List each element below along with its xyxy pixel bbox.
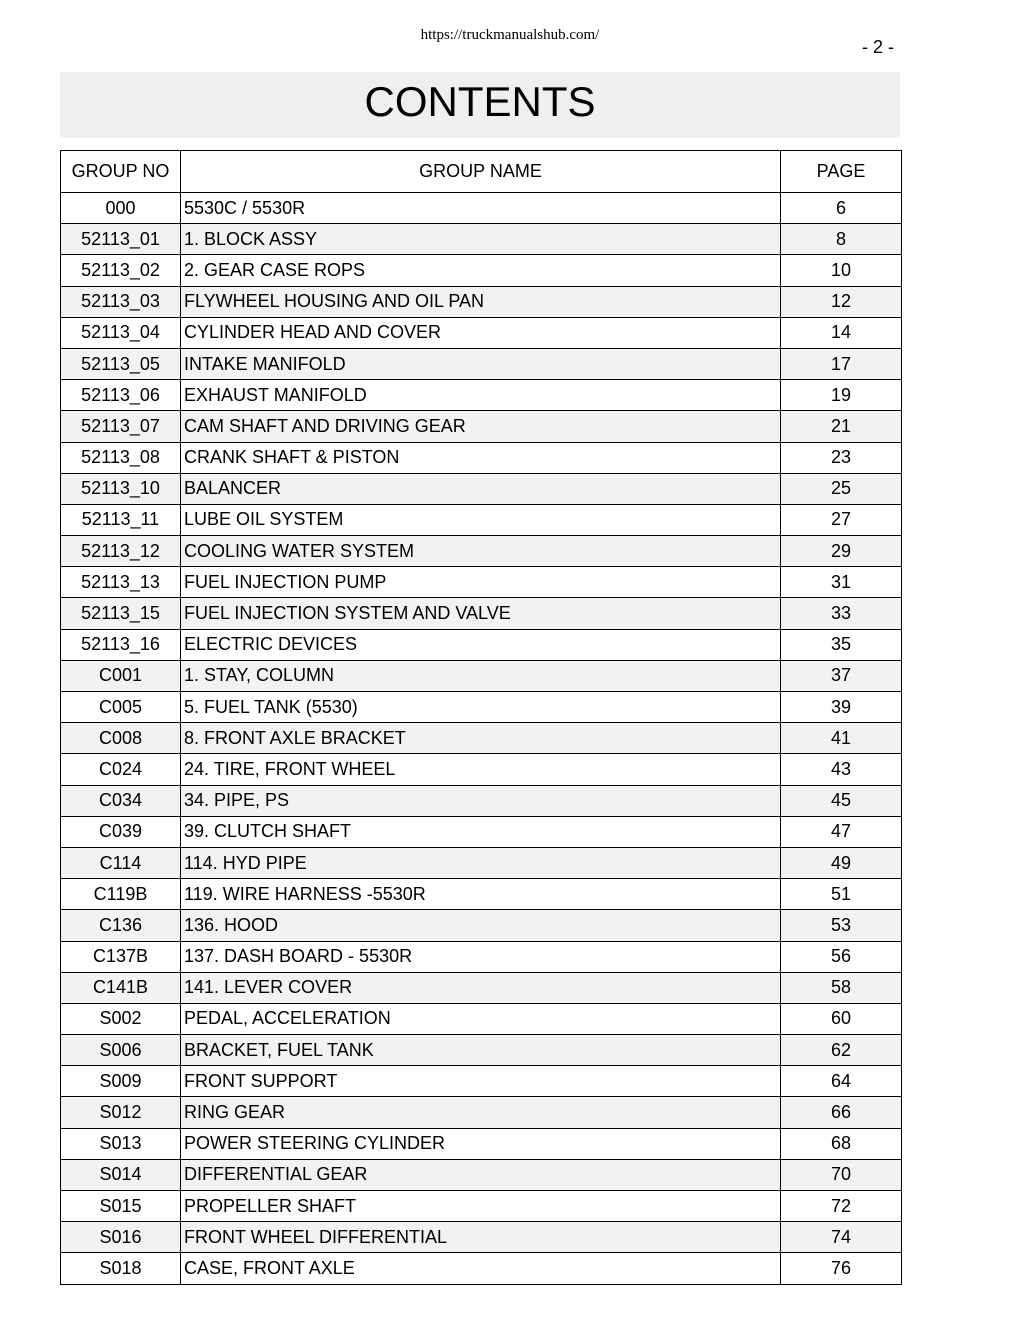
group-name-cell: PROPELLER SHAFT [181, 1191, 781, 1222]
group-no-cell: 52113_11 [61, 504, 181, 535]
group-name-cell: CRANK SHAFT & PISTON [181, 442, 781, 473]
page-cell: 68 [781, 1128, 902, 1159]
group-no-cell: S016 [61, 1222, 181, 1253]
table-row [61, 193, 902, 224]
group-no-cell: C119B [61, 879, 181, 910]
group-name-cell: RING GEAR [181, 1097, 781, 1128]
table-header-row [61, 151, 902, 193]
group-name-cell: 136. HOOD [181, 910, 781, 941]
table-row [61, 317, 902, 348]
page-cell: 31 [781, 567, 902, 598]
page-cell: 37 [781, 660, 902, 691]
group-no-cell: 52113_13 [61, 567, 181, 598]
group-name-cell: INTAKE MANIFOLD [181, 348, 781, 379]
page-cell: 70 [781, 1159, 902, 1190]
group-name-cell: 39. CLUTCH SHAFT [181, 816, 781, 847]
page-cell: 29 [781, 536, 902, 567]
group-no-cell: 52113_16 [61, 629, 181, 660]
group-no-cell: 52113_12 [61, 536, 181, 567]
table-row [61, 629, 902, 660]
page-cell: 74 [781, 1222, 902, 1253]
group-no-cell: S015 [61, 1191, 181, 1222]
page-cell: 21 [781, 411, 902, 442]
group-name-cell: 24. TIRE, FRONT WHEEL [181, 754, 781, 785]
group-name-cell: ELECTRIC DEVICES [181, 629, 781, 660]
group-name-cell: 2. GEAR CASE ROPS [181, 255, 781, 286]
page-cell: 72 [781, 1191, 902, 1222]
group-no-cell: 52113_03 [61, 286, 181, 317]
page-cell: 62 [781, 1035, 902, 1066]
table-row [61, 692, 902, 723]
group-no-cell: C034 [61, 785, 181, 816]
column-header-group-name: GROUP NAME [181, 151, 781, 193]
group-name-cell: FRONT SUPPORT [181, 1066, 781, 1097]
group-name-cell: 5530C / 5530R [181, 193, 781, 224]
table-row [61, 754, 902, 785]
page-cell: 60 [781, 1003, 902, 1034]
table-row [61, 910, 902, 941]
page-cell: 43 [781, 754, 902, 785]
group-name-cell: POWER STEERING CYLINDER [181, 1128, 781, 1159]
page-cell: 47 [781, 816, 902, 847]
page-cell: 66 [781, 1097, 902, 1128]
table-row [61, 348, 902, 379]
page-cell: 49 [781, 847, 902, 878]
table-row [61, 224, 902, 255]
page-cell: 17 [781, 348, 902, 379]
group-name-cell: FRONT WHEEL DIFFERENTIAL [181, 1222, 781, 1253]
group-no-cell: C136 [61, 910, 181, 941]
group-no-cell: S002 [61, 1003, 181, 1034]
page-cell: 64 [781, 1066, 902, 1097]
table-row [61, 785, 902, 816]
group-name-cell: 8. FRONT AXLE BRACKET [181, 723, 781, 754]
group-name-cell: 137. DASH BOARD - 5530R [181, 941, 781, 972]
group-name-cell: CAM SHAFT AND DRIVING GEAR [181, 411, 781, 442]
page-number: - 2 - [862, 37, 895, 57]
table-row [61, 1253, 902, 1284]
group-name-cell: 119. WIRE HARNESS -5530R [181, 879, 781, 910]
group-name-cell: PEDAL, ACCELERATION [181, 1003, 781, 1034]
group-name-cell: 34. PIPE, PS [181, 785, 781, 816]
group-no-cell: 52113_01 [61, 224, 181, 255]
group-name-cell: CASE, FRONT AXLE [181, 1253, 781, 1284]
page-cell: 41 [781, 723, 902, 754]
page-cell: 12 [781, 286, 902, 317]
group-no-cell: S006 [61, 1035, 181, 1066]
column-header-page: PAGE [781, 151, 902, 193]
page-cell: 14 [781, 317, 902, 348]
table-row [61, 941, 902, 972]
group-name-cell: CYLINDER HEAD AND COVER [181, 317, 781, 348]
group-name-cell: 141. LEVER COVER [181, 972, 781, 1003]
group-name-cell: FUEL INJECTION SYSTEM AND VALVE [181, 598, 781, 629]
table-row [61, 1159, 902, 1190]
group-name-cell: DIFFERENTIAL GEAR [181, 1159, 781, 1190]
group-name-cell: LUBE OIL SYSTEM [181, 504, 781, 535]
column-header-group-no: GROUP NO [61, 151, 181, 193]
group-name-cell: EXHAUST MANIFOLD [181, 380, 781, 411]
page-cell: 33 [781, 598, 902, 629]
group-no-cell: 52113_05 [61, 348, 181, 379]
table-row [61, 598, 902, 629]
group-name-cell: FUEL INJECTION PUMP [181, 567, 781, 598]
title-band [60, 72, 900, 138]
page-cell: 51 [781, 879, 902, 910]
group-name-cell: COOLING WATER SYSTEM [181, 536, 781, 567]
group-no-cell: C114 [61, 847, 181, 878]
group-name-cell: 5. FUEL TANK (5530) [181, 692, 781, 723]
page-cell: 56 [781, 941, 902, 972]
table-row [61, 660, 902, 691]
group-no-cell: C008 [61, 723, 181, 754]
source-url: https://truckmanualshub.com/ [420, 27, 600, 43]
page-cell: 23 [781, 442, 902, 473]
group-no-cell: 000 [61, 193, 181, 224]
table-row [61, 879, 902, 910]
page-cell: 35 [781, 629, 902, 660]
page-cell: 53 [781, 910, 902, 941]
group-no-cell: 52113_06 [61, 380, 181, 411]
group-no-cell: S013 [61, 1128, 181, 1159]
group-name-cell: BALANCER [181, 473, 781, 504]
table-row [61, 286, 902, 317]
group-no-cell: S018 [61, 1253, 181, 1284]
page-cell: 6 [781, 193, 902, 224]
group-no-cell: 52113_08 [61, 442, 181, 473]
table-row [61, 1066, 902, 1097]
group-name-cell: FLYWHEEL HOUSING AND OIL PAN [181, 286, 781, 317]
group-no-cell: C137B [61, 941, 181, 972]
page-cell: 10 [781, 255, 902, 286]
table-row [61, 847, 902, 878]
table-row [61, 1097, 902, 1128]
contents-table [60, 150, 902, 1285]
group-no-cell: S012 [61, 1097, 181, 1128]
table-row [61, 972, 902, 1003]
table-row [61, 504, 902, 535]
table-row [61, 1191, 902, 1222]
page-cell: 25 [781, 473, 902, 504]
page-cell: 58 [781, 972, 902, 1003]
group-no-cell: 52113_07 [61, 411, 181, 442]
page-title: CONTENTS [364, 78, 596, 125]
table-row [61, 1222, 902, 1253]
table-row [61, 473, 902, 504]
table-row [61, 567, 902, 598]
table-row [61, 442, 902, 473]
table-row [61, 380, 902, 411]
table-row [61, 411, 902, 442]
group-no-cell: 52113_02 [61, 255, 181, 286]
group-no-cell: C024 [61, 754, 181, 785]
page-cell: 45 [781, 785, 902, 816]
group-no-cell: C039 [61, 816, 181, 847]
page-cell: 27 [781, 504, 902, 535]
group-no-cell: 52113_15 [61, 598, 181, 629]
table-row [61, 723, 902, 754]
table-row [61, 816, 902, 847]
group-no-cell: S014 [61, 1159, 181, 1190]
group-name-cell: BRACKET, FUEL TANK [181, 1035, 781, 1066]
group-name-cell: 1. BLOCK ASSY [181, 224, 781, 255]
group-name-cell: 1. STAY, COLUMN [181, 660, 781, 691]
group-no-cell: C005 [61, 692, 181, 723]
group-no-cell: S009 [61, 1066, 181, 1097]
table-row [61, 1128, 902, 1159]
group-no-cell: 52113_10 [61, 473, 181, 504]
group-no-cell: C001 [61, 660, 181, 691]
group-no-cell: C141B [61, 972, 181, 1003]
group-name-cell: 114. HYD PIPE [181, 847, 781, 878]
table-row [61, 1003, 902, 1034]
group-no-cell: 52113_04 [61, 317, 181, 348]
page-cell: 76 [781, 1253, 902, 1284]
table-row [61, 1035, 902, 1066]
page-cell: 8 [781, 224, 902, 255]
table-row [61, 536, 902, 567]
page-cell: 19 [781, 380, 902, 411]
page-cell: 39 [781, 692, 902, 723]
table-row [61, 255, 902, 286]
